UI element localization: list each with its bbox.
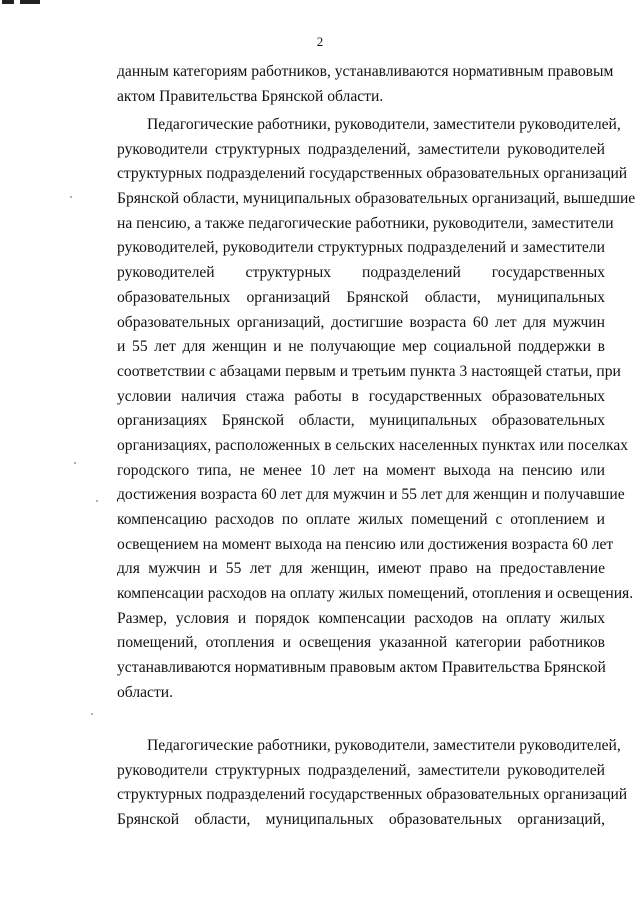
text-line: устанавливаются нормативным правовым актом Правительства Брянской — [117, 659, 606, 677]
text-line: городского типа, не менее 10 лет на момент выхода на пенсию или — [117, 461, 605, 479]
text-line: руководители структурных подразделений, заместители руководителей — [117, 140, 605, 158]
text-line: руководителей структурных подразделений государственных — [117, 264, 605, 282]
page-number: 2 — [316, 34, 324, 49]
text-line: области. — [117, 683, 174, 701]
text-line: структурных подразделений государственных образовательных организаций — [117, 786, 628, 804]
text-line: для мужчин и 55 лет для женщин, имеют право на предоставление — [117, 560, 605, 578]
text-line: на пенсию, а также педагогические работники, руководители, заместители — [117, 214, 614, 232]
text-line: компенсацию расходов по оплате жилых помещений с отоплением и — [117, 511, 605, 528]
text-line: освещением на момент выхода на пенсию или достижения возраста 60 лет — [117, 535, 614, 553]
paragraph-2 — [117, 113, 636, 706]
text-line: руководителей, руководители структурных подразделений и заместители — [117, 239, 605, 257]
text-line: Брянской области, муниципальных образовательных организаций, вышедшие — [117, 190, 636, 208]
paragraph-1 — [117, 60, 614, 109]
text-line: образовательных организаций, достигшие возраста 60 лет для мужчин — [117, 313, 605, 331]
text-line: Брянской области, муниципальных образовательных организаций, — [117, 811, 605, 829]
text-line: организациях Брянской области, муниципальных образовательных — [117, 412, 605, 430]
paragraph-3 — [117, 734, 628, 833]
text-line: Педагогические работники, руководители, заместители руководителей, — [147, 737, 621, 754]
text-line: актом Правительства Брянской области. — [117, 87, 384, 105]
text-line: руководители структурных подразделений, заместители руководителей — [117, 761, 605, 779]
text-line: структурных подразделений государственных образовательных организаций — [117, 165, 628, 183]
text-line: и 55 лет для женщин и не получающие мер социальной поддержки в — [117, 338, 605, 356]
text-line: образовательных организаций Брянской области, муниципальных — [117, 288, 605, 306]
text-line: соответствии с абзацами первым и третьим пункта 3 настоящей статьи, при — [117, 362, 621, 380]
scan-speck — [70, 196, 72, 198]
text-line: Размер, условия и порядок компенсации расходов на оплату жилых — [117, 609, 605, 627]
scan-mark — [2, 0, 40, 4]
text-line: достижения возраста 60 лет для мужчин и 55 лет для женщин и получавшие — [117, 486, 625, 504]
text-line: организациях, расположенных в сельских населенных пунктах или поселках — [117, 436, 629, 454]
text-line: данным категориям работников, устанавливаются нормативным правовым — [117, 63, 614, 80]
scan-speck — [96, 500, 98, 502]
text-line: компенсации расходов на оплату жилых помещений, отопления и освещения. — [117, 585, 634, 603]
text-line: помещений, отопления и освещения указанной категории работников — [117, 634, 605, 652]
scan-speck — [91, 713, 93, 715]
text-line: Педагогические работники, руководители, заместители руководителей, — [147, 116, 621, 133]
text-line: условии наличия стажа работы в государственных образовательных — [117, 387, 605, 405]
scan-speck — [74, 462, 76, 464]
